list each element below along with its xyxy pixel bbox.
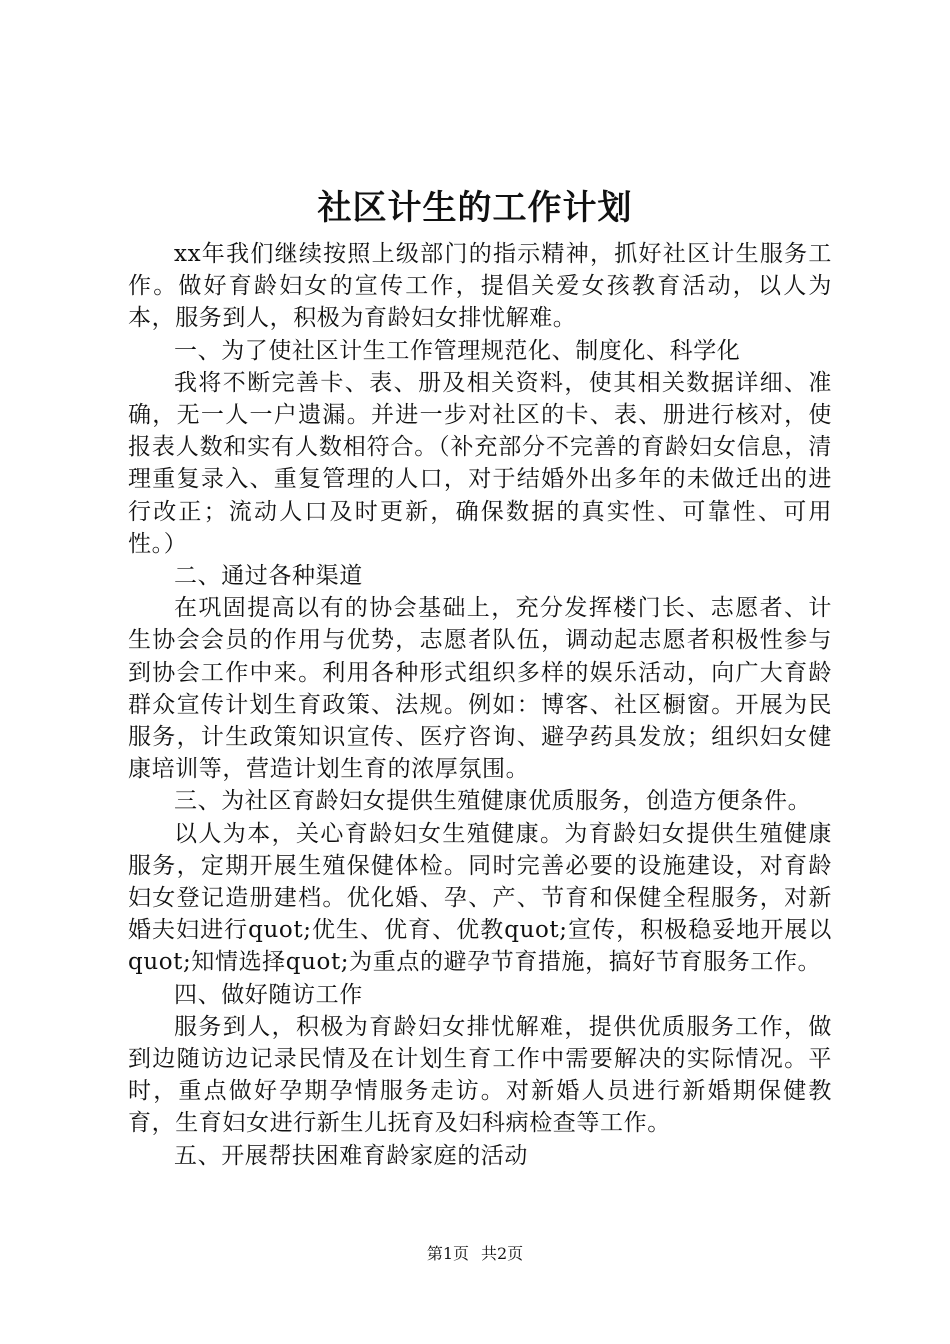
paragraph-section-1: 我将不断完善卡、表、册及相关资料，使其相关数据详细、准确，无一人一户遗漏。并进一步对社区的卡、表、册进行核对，使报表人数和实有人数相符合。（补充部分不完善的育龄妇女信息，清理重复录入、重复管理的人口，对于结婚外出多年的未做迁出的进行改正；流动人口及时更新，确保数据的真实性、可靠性、可用性。） bbox=[128, 369, 832, 557]
section-heading-2: 二、通过各种渠道 bbox=[174, 563, 363, 590]
paragraph-intro: xx年我们继续按照上级部门的指示精神，抓好社区计生服务工作。做好育龄妇女的宣传工作，提倡关爱女孩教育活动，以人为本，服务到人，积极为育龄妇女排忧解难。 bbox=[128, 241, 832, 332]
page-number: 第1页 bbox=[426, 1244, 469, 1263]
paragraph-section-4: 服务到人，积极为育龄妇女排忧解难，提供优质服务工作，做到边随访边记录民情及在计划生育工作中需要解决的实际情况。平时，重点做好孕期孕情服务走访。对新婚人员进行新婚期保健教育，生育妇女进行新生儿抚育及妇科病检查等工作。 bbox=[128, 1013, 832, 1137]
page-footer bbox=[0, 1243, 950, 1265]
document-title: 社区计生的工作计划 bbox=[317, 188, 633, 228]
document-body bbox=[128, 238, 832, 1172]
section-heading-5: 五、开展帮扶困难育龄家庭的活动 bbox=[174, 1142, 528, 1169]
page-total: 共2页 bbox=[481, 1244, 524, 1263]
paragraph-section-2: 在巩固提高以有的协会基础上，充分发挥楼门长、志愿者、计生协会会员的作用与优势，志愿者队伍，调动起志愿者积极性参与到协会工作中来。利用各种形式组织多样的娱乐活动，向广大育龄群众宣传计划生育政策、法规。例如：博客、社区橱窗。开展为民服务，计生政策知识宣传、医疗咨询、避孕药具发放；组织妇女健康培训等，营造计划生育的浓厚氛围。 bbox=[128, 595, 832, 783]
section-heading-3: 三、为社区育龄妇女提供生殖健康优质服务，创造方便条件。 bbox=[174, 788, 812, 815]
paragraph-section-3: 以人为本，关心育龄妇女生殖健康。为育龄妇女提供生殖健康服务，定期开展生殖保健体检。同时完善必要的设施建设，对育龄妇女登记造册建档。优化婚、孕、产、节育和保健全程服务，对新婚夫妇进行quot;优生、优育、优教quot;宣传，积极稳妥地开展以quot;知情选择quot;为重点的避孕节育措施，搞好节育服务工作。 bbox=[128, 820, 832, 976]
section-heading-1: 一、为了使社区计生工作管理规范化、制度化、科学化 bbox=[174, 337, 741, 364]
section-heading-4: 四、做好随访工作 bbox=[174, 981, 363, 1008]
